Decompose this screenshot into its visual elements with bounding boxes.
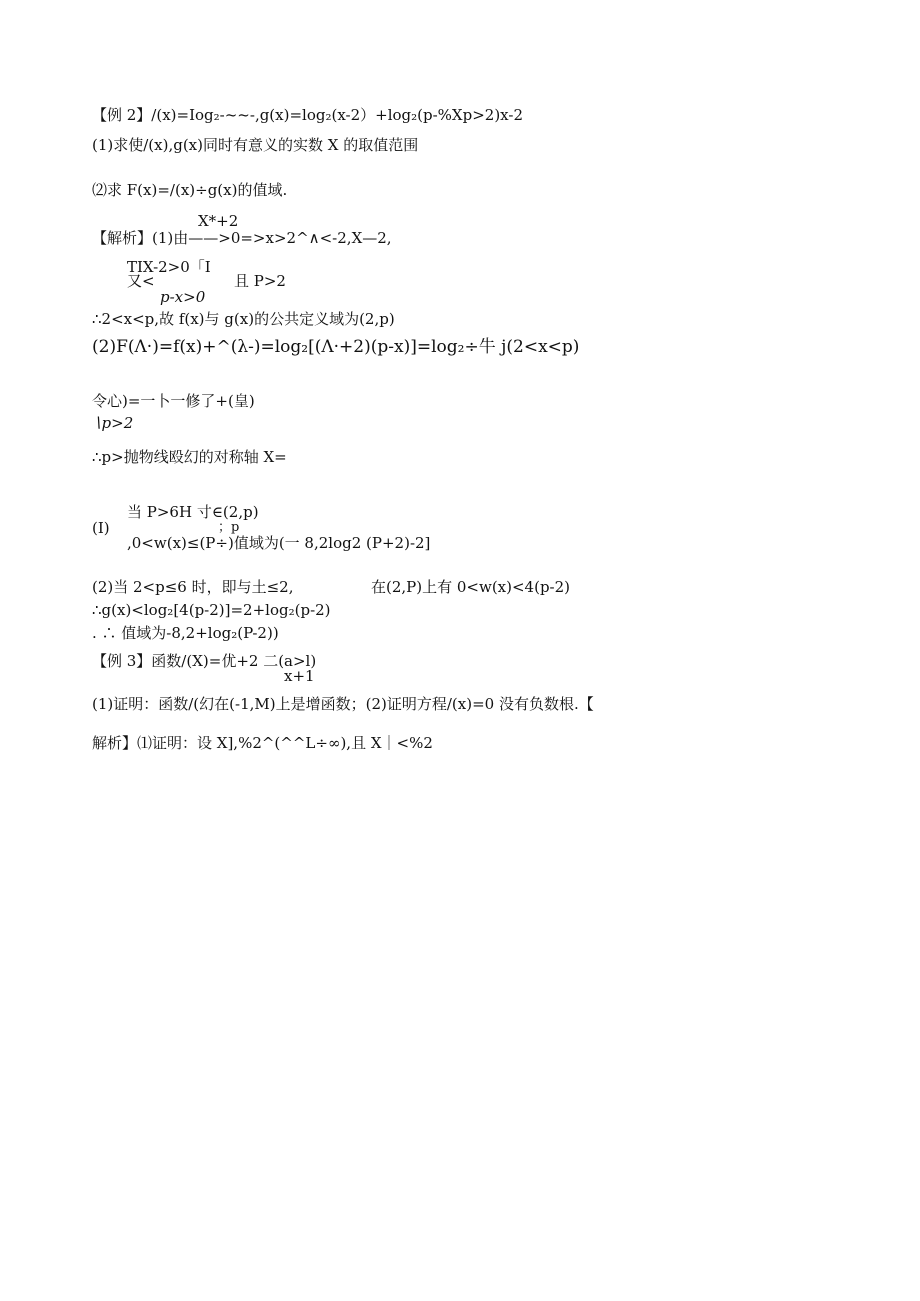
system-mid: 又< (127, 272, 155, 290)
example-3-question: (1)证明：函数/(幻在(-1,M)上是增函数；(2)证明方程/(x)=0 没有负数根.【 (92, 695, 594, 713)
case-label: (I) (92, 519, 110, 537)
let-line: 令心)=一卜一修了+(皇) (92, 392, 255, 410)
axis-line: ∴p>抛物线殴幻的对称轴 X= (92, 448, 287, 466)
example-3-title: 【例 3】函数/(X)=优+2 二(a>l) (92, 652, 317, 670)
case-2-right: 在(2,P)上有 0<w(x)<4(p-2) (371, 578, 571, 596)
example-3-solution: 解析】⑴证明：设 X],%2^(^^L÷∞),且 X｜<%2 (92, 734, 433, 752)
F-line: (2)F(Λ·)=f(x)+^(λ-)=log₂[(Λ·+2)(p-x)]=log₂÷牛 j(2<x<p) (92, 337, 580, 357)
system-top: TIX-2>0「I (127, 258, 211, 276)
question-2: ⑵求 F(x)=/(x)÷g(x)的值域. (92, 181, 288, 199)
g-inequality: ∴g(x)<log₂[4(p-2)]=2+log₂(p-2) (92, 601, 331, 619)
fraction-denominator: x+1 (284, 667, 315, 685)
solution-line: 【解析】(1)由——>0=>x>2^∧<-2,X—2, (92, 229, 392, 247)
p-condition: ∖p>2 (92, 414, 134, 432)
case-2: (2)当 2<p≤6 时，即与土≤2, (92, 578, 294, 596)
case-1b: ,0<w(x)≤(P÷)值域为(一 8,2log2 (P+2)-2] (127, 534, 431, 552)
case-1a: 当 P>6H 寸∈(2,p) (127, 503, 259, 521)
domain-line: ∴2<x<p,故 f(x)与 g(x)的公共定义域为(2,p) (92, 310, 395, 328)
question-1: (1)求使/(x),g(x)同时有意义的实数 X 的取值范围 (92, 136, 419, 154)
system-bottom: p-x>0 (160, 288, 206, 306)
fraction-numerator: X*+2 (198, 212, 239, 230)
system-right: 且 P>2 (234, 272, 286, 290)
example-2-title: 【例 2】/(x)=Iog₂-~~-,g(x)=log₂(x-2）+log₂(p-%Xp>2)x-2 (92, 106, 523, 124)
case-1-sub: ；p (218, 520, 240, 535)
range-line: . ∴ 值域为-8,2+log₂(P-2)) (92, 624, 279, 642)
